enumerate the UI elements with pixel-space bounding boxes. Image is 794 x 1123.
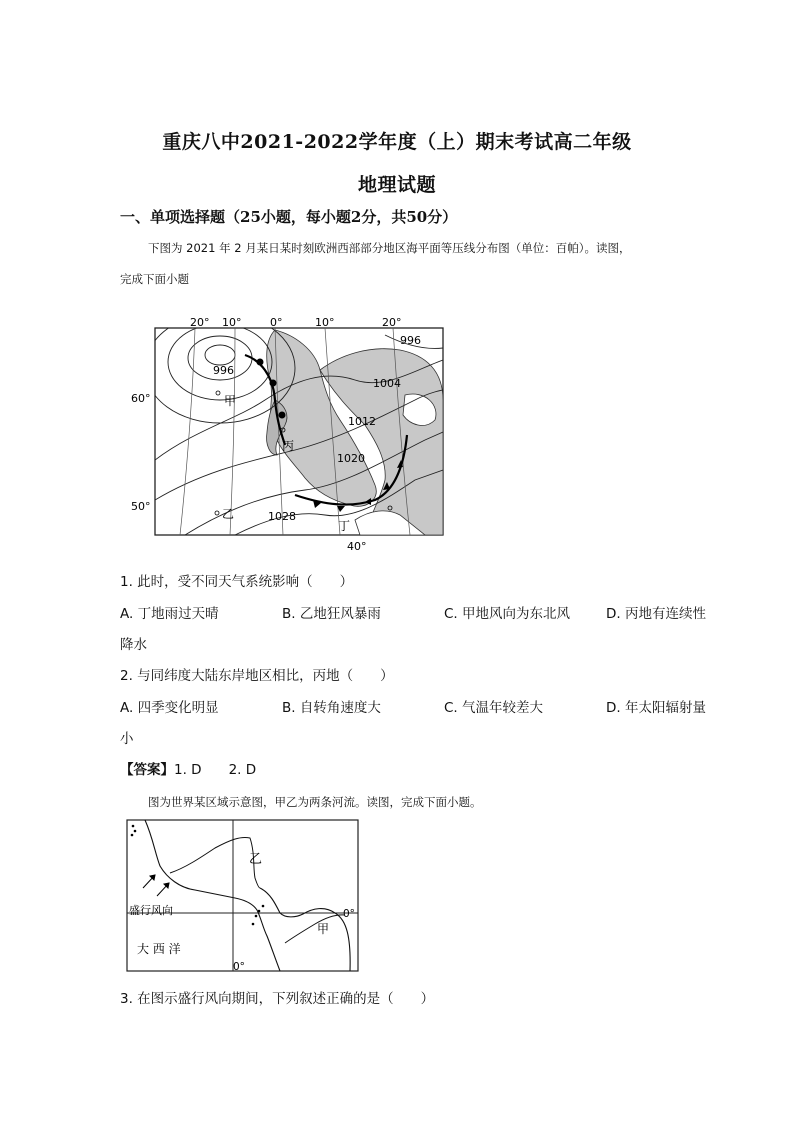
paper-subtitle: 地理试题 xyxy=(357,174,436,196)
isobar-value: 996 xyxy=(213,364,234,377)
q2-option-b: B. 自转角速度大 xyxy=(282,700,381,716)
section-heading: 一、单项选择题（25小题，每小题2分，共50分） xyxy=(120,208,458,226)
answer-values: 1. D 2. D xyxy=(174,762,257,778)
lon-label-bottom: 40° xyxy=(347,540,367,553)
q1-option-d: D. 丙地有连续性 xyxy=(606,606,706,622)
q1-option-c: C. 甲地风向为东北风 xyxy=(444,606,571,622)
answer-label: 【答案】 xyxy=(120,762,174,778)
q2-option-a: A. 四季变化明显 xyxy=(120,700,219,716)
q1-option-a: A. 丁地雨过天晴 xyxy=(120,606,219,622)
river-yi-label: 乙 xyxy=(249,852,263,867)
region-map xyxy=(125,818,361,976)
question-2-stem: 2. 与同纬度大陆东岸地区相比，丙地（ ） xyxy=(120,668,394,684)
q2-option-d-wrap: 小 xyxy=(120,731,134,747)
river-jia-label: 甲 xyxy=(317,922,330,936)
place-bing: 丙 xyxy=(282,439,295,453)
lat-label: 50° xyxy=(131,500,151,513)
lat-label: 60° xyxy=(131,392,151,405)
lon-label: 10° xyxy=(222,316,242,329)
wind-label: 盛行风向 xyxy=(129,904,173,917)
place-jia: 甲 xyxy=(224,394,237,408)
ocean-label: 大 西 洋 xyxy=(137,942,181,956)
place-ding: 丁 xyxy=(338,519,351,533)
isobar-map xyxy=(125,310,455,555)
isobar-value: 1012 xyxy=(348,415,376,428)
lon-label: 20° xyxy=(382,316,402,329)
prime-meridian-label: 0° xyxy=(233,961,245,973)
question-3-stem: 3. 在图示盛行风向期间，下列叙述正确的是（ ） xyxy=(120,991,435,1007)
lon-label: 20° xyxy=(190,316,210,329)
intro-2: 图为世界某区域示意图，甲乙为两条河流。读图，完成下面小题。 xyxy=(148,795,482,809)
isobar-value: 1028 xyxy=(268,510,296,523)
intro-line-2: 完成下面小题 xyxy=(120,272,189,286)
q2-option-d: D. 年太阳辐射量 xyxy=(606,700,706,716)
q2-option-c: C. 气温年较差大 xyxy=(444,700,544,716)
intro-line-1: 下图为 2021 年 2 月某日某时刻欧洲西部部分地区海平面等压线分布图（单位：百帕）。读图， xyxy=(148,241,631,255)
equator-label: 0° xyxy=(343,908,355,920)
question-1-stem: 1. 此时，受不同天气系统影响（ ） xyxy=(120,574,354,590)
q1-option-d-wrap: 降水 xyxy=(120,637,147,653)
paper-title: 重庆八中2021-2022学年度（上）期末考试高二年级 xyxy=(162,131,632,153)
q1-option-b: B. 乙地狂风暴雨 xyxy=(282,606,381,622)
place-yi: 乙 xyxy=(222,507,235,521)
isobar-value: 996 xyxy=(400,334,421,347)
isobar-value: 1004 xyxy=(373,377,401,390)
lon-label: 0° xyxy=(270,316,283,329)
answer-line xyxy=(120,758,256,778)
lon-label: 10° xyxy=(315,316,335,329)
isobar-value: 1020 xyxy=(337,452,365,465)
